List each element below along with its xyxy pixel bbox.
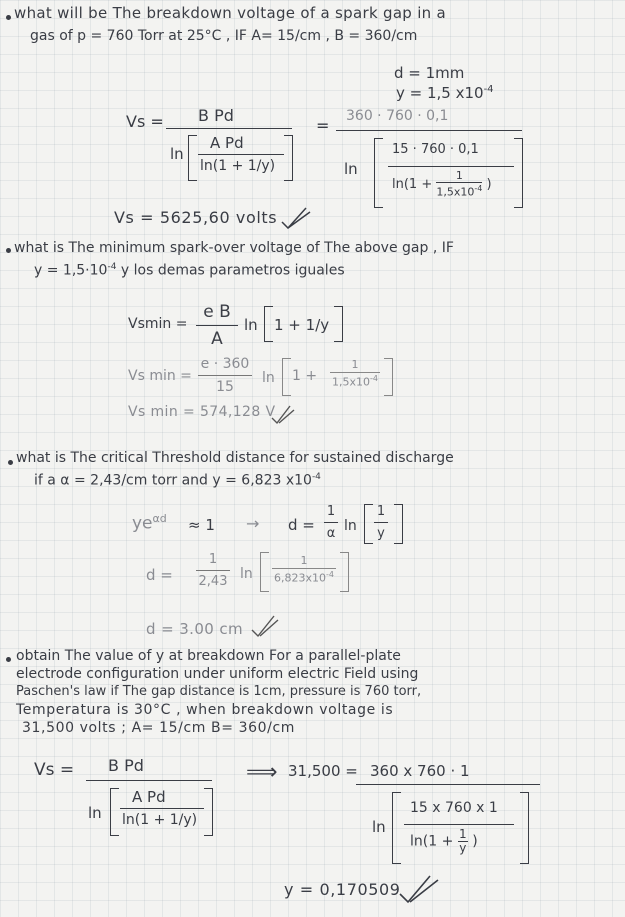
q4-s-ln: ln bbox=[372, 818, 386, 836]
q2-f1-ln: ln bbox=[244, 316, 258, 334]
q4-text-line3: Paschen's law if The gap distance is 1cm, pressure is 760 torr, bbox=[16, 684, 422, 699]
q2-f1-lhs: Vsmin = bbox=[128, 316, 188, 332]
q4-f-lhs: Vs = bbox=[34, 760, 75, 780]
q3-f1-bracket-left bbox=[364, 504, 373, 544]
q2-f2-fraction: e · 360 15 bbox=[198, 356, 252, 395]
q4-f-ln: ln bbox=[88, 804, 102, 822]
q4-f-num: B Pd bbox=[108, 756, 144, 775]
q1-sub-den-num: 15 · 760 · 0,1 bbox=[392, 142, 479, 157]
q2-result: Vs min = 574,128 V bbox=[128, 404, 276, 420]
q3-text-line2: if a α = 2,43/cm torr and y = 6,823 $x10^{-4}$ bbox=[34, 472, 321, 489]
q1-formula-den-num: A Pd bbox=[210, 134, 244, 152]
q2-f2-arg-fraction: 1 $1,5x10^{-4}$ bbox=[332, 358, 378, 389]
q1-text-line1: what will be The breakdown voltage of a spark gap in a bbox=[14, 4, 447, 22]
q1-result: Vs = 5625,60 volts bbox=[114, 208, 278, 227]
q3-f2-bracket-left bbox=[260, 552, 269, 592]
q3-f2-ln: ln bbox=[240, 566, 253, 582]
q4-s-den-den: ln(1 + $\frac{1}{y}$ ) bbox=[410, 827, 478, 855]
q1-formula-num: B Pd bbox=[198, 106, 234, 125]
q1-sub-den-bar bbox=[388, 166, 514, 167]
q1-sub-bracket-left bbox=[374, 138, 383, 208]
q4-s-lhs: 31,500 = bbox=[288, 762, 358, 780]
q4-s-den-num: 15 x 760 x 1 bbox=[410, 800, 498, 816]
q1-sub-num: 360 · 760 · 0,1 bbox=[346, 108, 449, 124]
q1-sub-bracket-right bbox=[514, 138, 523, 208]
q3-f2-arg-fraction: 1 $6,823x10^{-4}$ bbox=[272, 554, 336, 585]
q2-f2-bracket-right bbox=[384, 358, 393, 396]
q2-f1-bracket-left bbox=[264, 306, 273, 342]
q4-result: y = 0,170509 bbox=[284, 880, 401, 899]
q1-formula-fraction-bar bbox=[166, 128, 292, 129]
q1-formula-ln: ln bbox=[170, 145, 184, 163]
q1-given-d: d = 1mm bbox=[394, 64, 465, 82]
q2-text-line2: $y = 1,5\cdot 10^{-4}$ y los demas parametros iguales bbox=[34, 262, 345, 279]
q2-f1-arg: 1 + 1/y bbox=[274, 316, 330, 334]
q3-text-line1: what is The critical Threshold distance for sustained discharge bbox=[16, 450, 454, 466]
q3-f2-d: d = bbox=[146, 566, 173, 584]
q3-f1-ln: ln bbox=[344, 518, 357, 534]
q1-formula-lhs: Vs = bbox=[126, 112, 164, 131]
q3-f2-bracket-right bbox=[340, 552, 349, 592]
q1-formula-bracket-right bbox=[284, 135, 293, 181]
q1-formula-bracket-left bbox=[188, 135, 197, 181]
q3-f1-approx: ≈ 1 bbox=[188, 516, 215, 534]
q1-given-y: y = 1,5 $x10^{-4}$ bbox=[396, 84, 494, 102]
q1-formula-den-bar bbox=[198, 154, 284, 155]
q1-sub-den-den: ln(1 + $\frac{1}{1,5x10^{-4}}$ ) bbox=[392, 169, 492, 199]
q4-f-fraction-bar bbox=[86, 780, 212, 781]
bullet-q2 bbox=[6, 248, 11, 253]
q1-formula-den-den: ln(1 + 1/y) bbox=[200, 158, 276, 174]
q4-text-line4: Temperatura is 30°C , when breakdown voltage is bbox=[16, 702, 394, 718]
q2-f2-ln: ln bbox=[262, 370, 275, 386]
q2-text-line1: what is The minimum spark-over voltage of The above gap , IF bbox=[14, 240, 454, 256]
q3-f1-ye: $ye^{\alpha d}$ bbox=[132, 512, 167, 534]
q3-f2-fraction: 1 2,43 bbox=[196, 552, 230, 589]
q4-s-bracket-left bbox=[392, 792, 401, 864]
q4-f-bracket-left bbox=[110, 788, 119, 836]
q1-sub-equals: = bbox=[316, 116, 330, 135]
q2-f2-lhs: Vs min = bbox=[128, 368, 192, 384]
q4-s-num: 360 x 760 · 1 bbox=[370, 762, 470, 780]
bullet-q1 bbox=[6, 15, 11, 20]
q4-result-checkmark bbox=[398, 874, 440, 904]
q4-text-line5: 31,500 volts ; A= 15/cm B= 360/cm bbox=[22, 720, 296, 736]
q4-f-den-bar bbox=[120, 808, 204, 809]
q2-result-checkmark bbox=[270, 404, 296, 426]
q1-sub-ln: ln bbox=[344, 160, 358, 178]
q2-f1-bracket-right bbox=[334, 306, 343, 342]
q4-f-bracket-right bbox=[204, 788, 213, 836]
bullet-q3 bbox=[8, 460, 13, 465]
q4-s-den-bar bbox=[404, 824, 514, 825]
q3-result: d = 3.00 cm bbox=[146, 620, 244, 638]
q1-sub-fraction-bar bbox=[336, 130, 522, 131]
q2-f2-bracket-left bbox=[282, 358, 291, 396]
q3-f1-bracket-right bbox=[394, 504, 403, 544]
q3-f1-d: d = bbox=[288, 516, 315, 534]
q2-f2-arg-a: 1 + bbox=[292, 368, 318, 384]
q3-f1-fraction: 1 α bbox=[324, 504, 338, 541]
q3-f1-arg-fraction: 1 y bbox=[374, 504, 388, 541]
q4-s-bracket-right bbox=[520, 792, 529, 864]
q4-f-den-num: A Pd bbox=[132, 788, 166, 806]
q4-f-den-den: ln(1 + 1/y) bbox=[122, 812, 198, 828]
q2-f1-fraction: e B A bbox=[196, 302, 238, 349]
q4-s-fraction-bar bbox=[356, 784, 540, 785]
q3-f1-arrow: → bbox=[246, 514, 260, 533]
q4-text-line2: electrode configuration under uniform electric Field using bbox=[16, 666, 419, 682]
q3-result-checkmark bbox=[250, 614, 280, 638]
q4-arrow: ⟹ bbox=[246, 760, 278, 785]
q1-result-checkmark bbox=[280, 206, 316, 232]
q4-text-line1: obtain The value of y at breakdown For a parallel-plate bbox=[16, 648, 401, 664]
q1-text-line2: gas of p = 760 Torr at 25°C , IF A= 15/cm , B = 360/cm bbox=[30, 28, 418, 44]
bullet-q4 bbox=[6, 657, 11, 662]
